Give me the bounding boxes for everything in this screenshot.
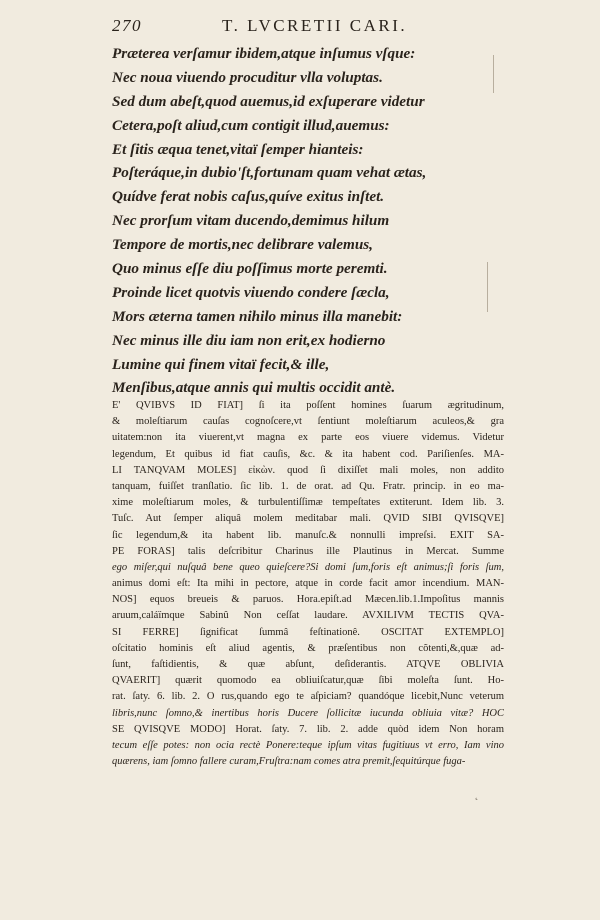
- commentary-line: ſic legendum,& ita habent lib. manuſc.& nonnulli impreſsi. EXIT SA-: [112, 529, 504, 541]
- verse-line: Et ſitis æqua tenet,vitaï ſemper hianteis:: [112, 140, 364, 158]
- commentary-line: Tuſc. Aut ſemper aliquâ molem meditabar mali. QVID SIBI QVISQVE]: [112, 513, 504, 525]
- verse-line: Lumine qui finem vitaï fecit,& ille,: [112, 355, 330, 373]
- ink-mark: ˛: [475, 790, 479, 801]
- verse-line: Præterea verſamur ibidem,atque inſumus vſque:: [112, 45, 416, 62]
- verse-line: Cetera,poſt aliud,cum contigit illud,auemus:: [112, 116, 390, 134]
- commentary-line: & moleſtiarum cauſas cognoſcere,vt ſentiunt moleſtiarum aculeos,& gra: [112, 416, 504, 428]
- commentary-line: QVAERIT] quærit quomodo ea obliuiſcatur,quæ ſibi moleſta ſunt. Ho-: [112, 675, 504, 687]
- commentary-block: [112, 398, 504, 770]
- verse-line: Nec minus ille diu iam non erit,ex hodierno: [112, 331, 386, 349]
- verse-line: Menſibus,atque annis qui multis occidit antè.: [112, 379, 396, 397]
- verse-line: Mors æterna tamen nihilo minus illa manebit:: [112, 307, 403, 325]
- commentary-line: PE FORAS] talis deſcribitur Charinus ille Plautinus in Mercat. Summe: [112, 545, 504, 557]
- verse-line: Nec noua viuendo procuditur vlla voluptas.: [112, 68, 383, 86]
- verse-block: [112, 42, 512, 400]
- commentary-line: tanquam, fuiſſet tranſlatio. ſic lib. 1. de orat. ad Qu. Fratr. princip. in eo ma-: [112, 480, 504, 492]
- verse-line: Sed dum abeſt,quod auemus,id exſuperare videtur: [112, 92, 425, 110]
- margin-rule: [487, 262, 488, 312]
- verse-line: Poſteráque,in dubio'ſt,fortunam quam vehat ætas,: [112, 164, 427, 182]
- verse-line: Nec prorſum vitam ducendo,demimus hilum: [112, 212, 390, 230]
- verse-line: Proinde licet quotvis viuendo condere ſæcla,: [112, 283, 390, 301]
- commentary-line: aruum,caláïmque Sabinû Non ceſſat laudare. AVXILIVM TECTIS QVA-: [112, 610, 504, 622]
- commentary-line: xime moleſtiarum moles, & turbulentiſſimæ tempeſtates extiterunt. Idem lib. 3.: [112, 497, 504, 509]
- running-title: T. LVCRETII CARI.: [222, 16, 408, 35]
- verse-line: Quídve ferat nobis caſus,quíve exitus inſtet.: [112, 188, 385, 206]
- verse-line: Tempore de mortis,nec delibrare valemus,: [112, 236, 373, 254]
- commentary-line: rat. ſaty. 6. lib. 2. O rus,quando ego te aſpiciam? quandóque licebit,Nunc veterum: [112, 691, 504, 703]
- commentary-line: tecum eſſe potes: non ocia rectè Ponere:teque ipſum vitas fugitiuus vt erro, Iam vino: [112, 739, 504, 751]
- commentary-line: oſcitatio hominis eſt aliud agentis, & præſentibus non cõtenti,&,quæ ad-: [112, 642, 504, 654]
- verse-line: Quo minus eſſe diu poſſimus morte peremti.: [112, 260, 388, 278]
- commentary-line: libris,nunc ſomno,& inertibus horis Ducere ſollicitæ iucunda obliuia vitæ? HOC: [112, 707, 504, 719]
- commentary-line: animus domi eſt: Ita mihi in pectore, atque in corde facit amor incendium. MAN-: [112, 578, 504, 590]
- page-number: 270: [112, 16, 142, 35]
- commentary-line: SI FERRE] ſignificat ſummâ feſtinationê. OSCITAT EXTEMPLO]: [112, 626, 504, 638]
- commentary-line: ſunt, faſtidientis, & quæ abſunt, deſiderantis. ATQVE OBLIVIA: [112, 659, 504, 670]
- commentary-line: ego miſer,qui nuſquâ bene queo quieſcere?Si domi ſum,foris eſt animus;ſi foris ſum,: [112, 561, 504, 573]
- margin-rule: [493, 55, 494, 93]
- running-header: [112, 16, 492, 42]
- commentary-line: legendum, Et quibus id fiat cauſis, &c. & ita habent cod. Pariſienſes. MA-: [112, 448, 504, 460]
- commentary-line: uitatem:non ita viuerent,vt magna ex parte eos viuere videmus. Videtur: [112, 432, 504, 444]
- commentary-line: E' QVIBVS ID FIAT] ſi ita poſſent homines ſuarum ægritudinum,: [112, 400, 504, 411]
- commentary-line: NOS] equos breueis & paruos. Hora.epiſt.ad Mæcen.lib.1.Impoſitus mannis: [112, 594, 504, 606]
- commentary-line: LI TANQVAM MOLES] εἰκὼν. quod ſi dixiſſet mali moles, non addito: [112, 464, 504, 476]
- commentary-line: quærens, iam ſomno fallere curam,Fruſtra:nam comes atra premit,ſequitúrque fuga-: [112, 756, 466, 768]
- commentary-line: SE QVISQVE MODO] Horat. ſaty. 7. lib. 2. adde quòd idem Non horam: [112, 723, 504, 735]
